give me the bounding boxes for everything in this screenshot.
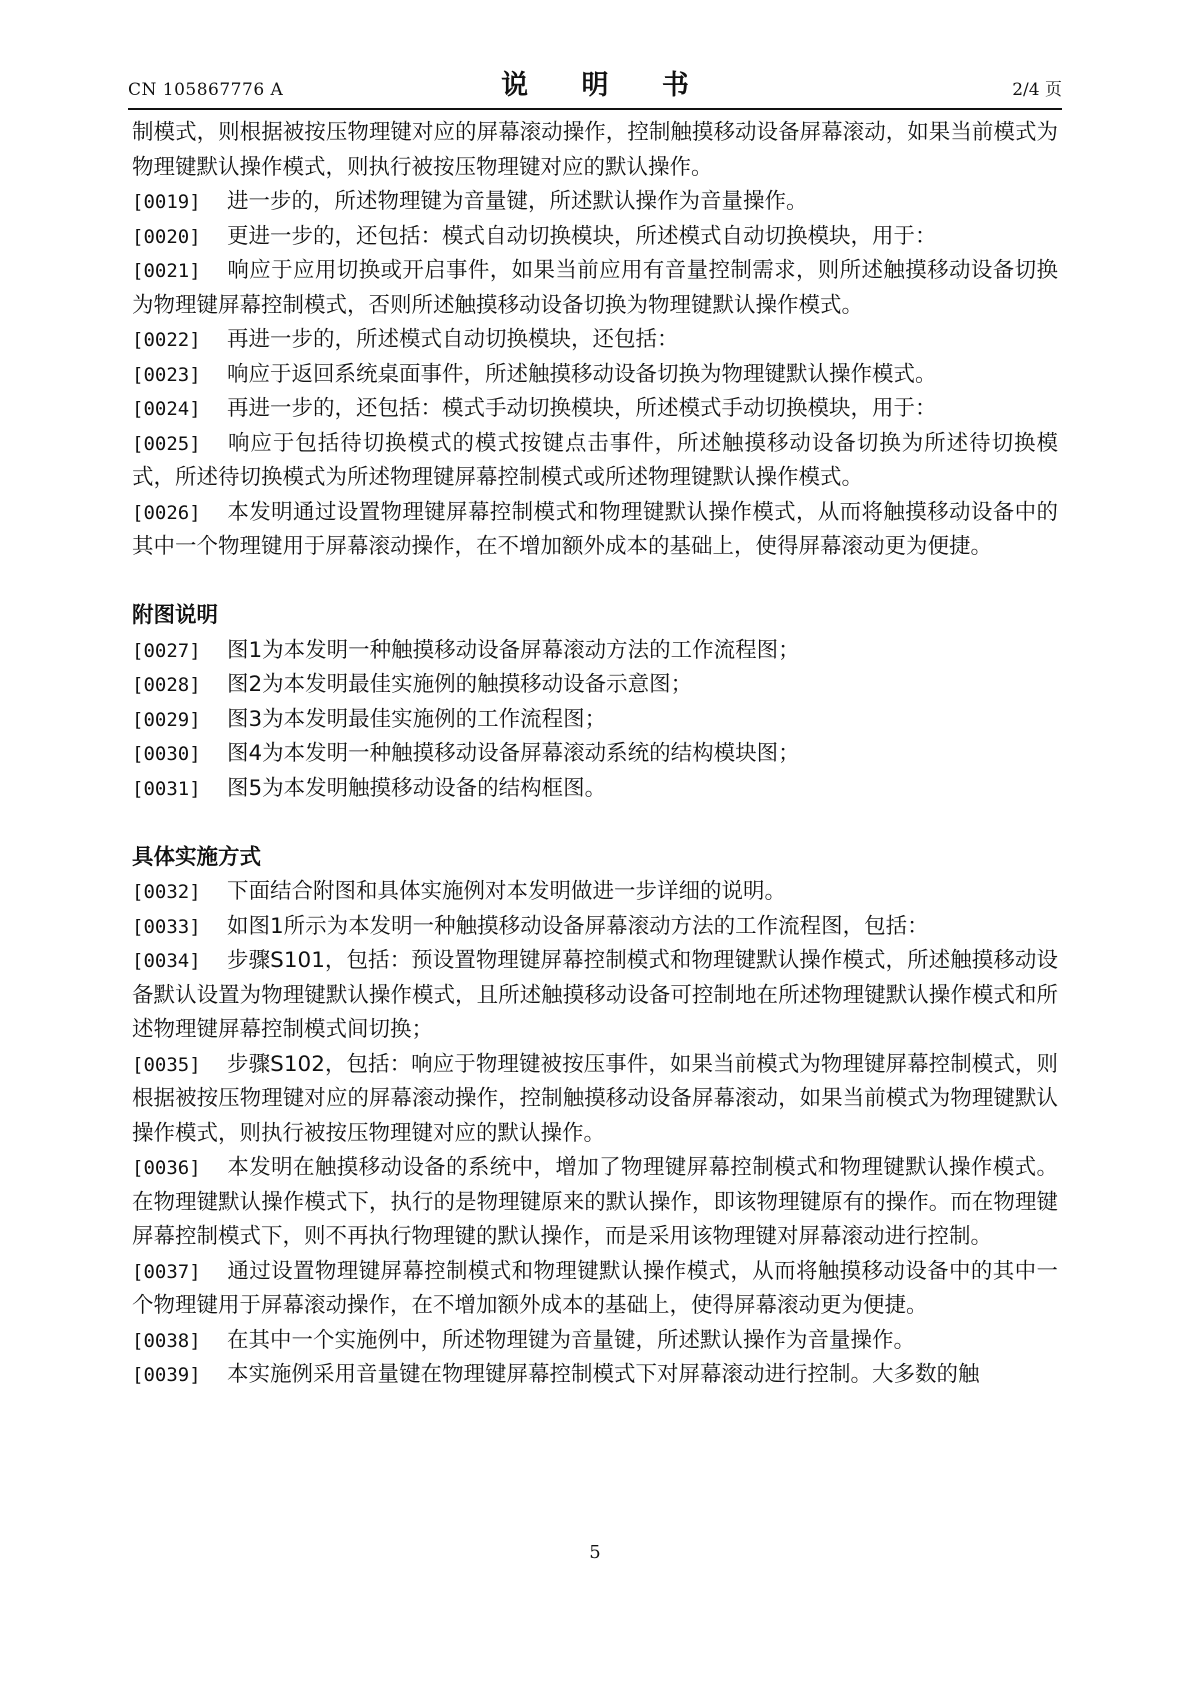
- header-rule: [128, 108, 1062, 110]
- paragraph-number: [0036]: [132, 1157, 201, 1179]
- paragraph-number: [0030]: [132, 743, 201, 765]
- paragraph: [132, 944, 1058, 1048]
- paragraph-number: [0024]: [132, 398, 201, 420]
- paragraph: [132, 323, 1058, 358]
- paragraph-text: 如图1所示为本发明一种触摸移动设备屏幕滚动方法的工作流程图，包括：: [227, 913, 929, 939]
- paragraph-number: [0038]: [132, 1329, 201, 1352]
- paragraph: [132, 910, 1058, 945]
- paragraph: [132, 1324, 1058, 1359]
- paragraph-text: 再进一步的，还包括：模式手动切换模块，所述模式手动切换模块，用于：: [227, 396, 937, 421]
- paragraph-number: [0032]: [132, 881, 201, 903]
- paragraph-text: 在其中一个实施例中，所述物理键为音量键，所述默认操作为音量操作。: [227, 1327, 916, 1353]
- paragraph-text: 响应于包括待切换模式的模式按键点击事件，所述触摸移动设备切换为所述待切换模式，所述待切换模式为所述物理键屏幕控制模式或所述物理键默认操作模式。: [132, 430, 1058, 490]
- intro-continuation: 制模式，则根据被按压物理键对应的屏幕滚动操作，控制触摸移动设备屏幕滚动，如果当前模式为物理键默认操作模式，则执行被按压物理键对应的默认操作。: [132, 120, 1058, 180]
- paragraph: [132, 427, 1058, 496]
- page-header: [128, 62, 1062, 106]
- paragraph-number: [0031]: [132, 777, 201, 800]
- paragraph-text: 图1为本发明一种触摸移动设备屏幕滚动方法的工作流程图；: [227, 637, 800, 663]
- page-indicator: 2/4 页: [1012, 80, 1062, 100]
- paragraph: [132, 185, 1058, 220]
- paragraph: [132, 703, 1058, 738]
- paragraph: [132, 1358, 1058, 1393]
- paragraph-number: [0028]: [132, 674, 201, 696]
- paragraph: [132, 668, 1058, 703]
- paragraph-number: [0029]: [132, 708, 201, 731]
- paragraph-text: 图4为本发明一种触摸移动设备屏幕滚动系统的结构模块图；: [227, 741, 800, 766]
- paragraph-text: 下面结合附图和具体实施例对本发明做进一步详细的说明。: [227, 879, 787, 904]
- paragraph: [132, 254, 1058, 323]
- paragraph: [132, 1048, 1058, 1152]
- paragraph: [132, 392, 1058, 427]
- paragraph: [132, 220, 1058, 255]
- section-spacer: [132, 806, 1058, 841]
- paragraph-number: [0021]: [132, 260, 201, 282]
- paragraph: [132, 1151, 1058, 1255]
- section-spacer: [132, 565, 1058, 600]
- page-number: 5: [589, 1542, 601, 1563]
- paragraph-text: 图5为本发明触摸移动设备的结构框图。: [227, 775, 607, 801]
- paragraph-number: [0020]: [132, 225, 201, 248]
- paragraph-number: [0037]: [132, 1260, 201, 1283]
- paragraph-group-summary: [132, 185, 1058, 565]
- paragraph: [132, 634, 1058, 669]
- paragraph-number: [0023]: [132, 363, 201, 386]
- paragraph-number: [0019]: [132, 191, 201, 213]
- paragraph-number: [0034]: [132, 950, 201, 972]
- paragraph-number: [0022]: [132, 329, 201, 351]
- paragraph-group-embodiments: [132, 875, 1058, 1393]
- section-heading-figures: 附图说明: [132, 603, 219, 628]
- paragraph: [132, 875, 1058, 910]
- paragraph-text: 进一步的，所述物理键为音量键，所述默认操作为音量操作。: [227, 189, 808, 214]
- paragraph-text: 再进一步的，所述模式自动切换模块，还包括：: [227, 327, 679, 352]
- paragraph-text: 本发明通过设置物理键屏幕控制模式和物理键默认操作模式，从而将触摸移动设备中的其中一个物理键用于屏幕滚动操作，在不增加额外成本的基础上，使得屏幕滚动更为便捷。: [132, 499, 1058, 559]
- document-body: [132, 116, 1058, 1393]
- paragraph-number: [0039]: [132, 1364, 201, 1386]
- paragraph-text: 本实施例采用音量键在物理键屏幕控制模式下对屏幕滚动进行控制。大多数的触: [227, 1362, 980, 1387]
- publication-number: CN 105867776 A: [128, 80, 284, 100]
- paragraph-text: 本发明在触摸移动设备的系统中，增加了物理键屏幕控制模式和物理键默认操作模式。在物理键默认操作模式下，执行的是物理键原来的默认操作，即该物理键原有的操作。而在物理键屏幕控制模式下，则不再执行物理键的默认操作，而是采用该物理键对屏幕滚动进行控制。: [132, 1155, 1058, 1249]
- paragraph-number: [0025]: [132, 432, 201, 455]
- paragraph-text: 响应于应用切换或开启事件，如果当前应用有音量控制需求，则所述触摸移动设备切换为物理键屏幕控制模式，否则所述触摸移动设备切换为物理键默认操作模式。: [132, 258, 1058, 318]
- paragraph: [132, 772, 1058, 807]
- paragraph-number: [0033]: [132, 915, 201, 938]
- section-heading-embodiments: 具体实施方式: [132, 844, 262, 870]
- paragraph-number: [0026]: [132, 501, 201, 524]
- paragraph-text: 响应于返回系统桌面事件，所述触摸移动设备切换为物理键默认操作模式。: [227, 361, 937, 387]
- paragraph-number: [0035]: [132, 1053, 201, 1076]
- paragraph-text: 图3为本发明最佳实施例的工作流程图；: [227, 706, 607, 732]
- paragraph-text: 步骤S101，包括：预设置物理键屏幕控制模式和物理键默认操作模式，所述触摸移动设备默认设置为物理键默认操作模式，且所述触摸移动设备可控制地在所述物理键默认操作模式和所述物理键屏幕控制模式间切换；: [132, 948, 1058, 1042]
- paragraph: [132, 496, 1058, 565]
- paragraph: [132, 358, 1058, 393]
- paragraph-group-figures: [132, 634, 1058, 807]
- paragraph-text: 图2为本发明最佳实施例的触摸移动设备示意图；: [227, 672, 693, 697]
- paragraph-text: 步骤S102，包括：响应于物理键被按压事件，如果当前模式为物理键屏幕控制模式，则根据被按压物理键对应的屏幕滚动操作，控制触摸移动设备屏幕滚动，如果当前模式为物理键默认操作模式，则执行被按压物理键对应的默认操作。: [132, 1051, 1058, 1146]
- document-title: 说 明 书: [501, 70, 711, 101]
- paragraph-number: [0027]: [132, 639, 201, 662]
- paragraph: [132, 737, 1058, 772]
- paragraph-text: 通过设置物理键屏幕控制模式和物理键默认操作模式，从而将触摸移动设备中的其中一个物理键用于屏幕滚动操作，在不增加额外成本的基础上，使得屏幕滚动更为便捷。: [132, 1258, 1058, 1318]
- paragraph: [132, 1255, 1058, 1324]
- paragraph-text: 更进一步的，还包括：模式自动切换模块，所述模式自动切换模块，用于：: [227, 223, 937, 249]
